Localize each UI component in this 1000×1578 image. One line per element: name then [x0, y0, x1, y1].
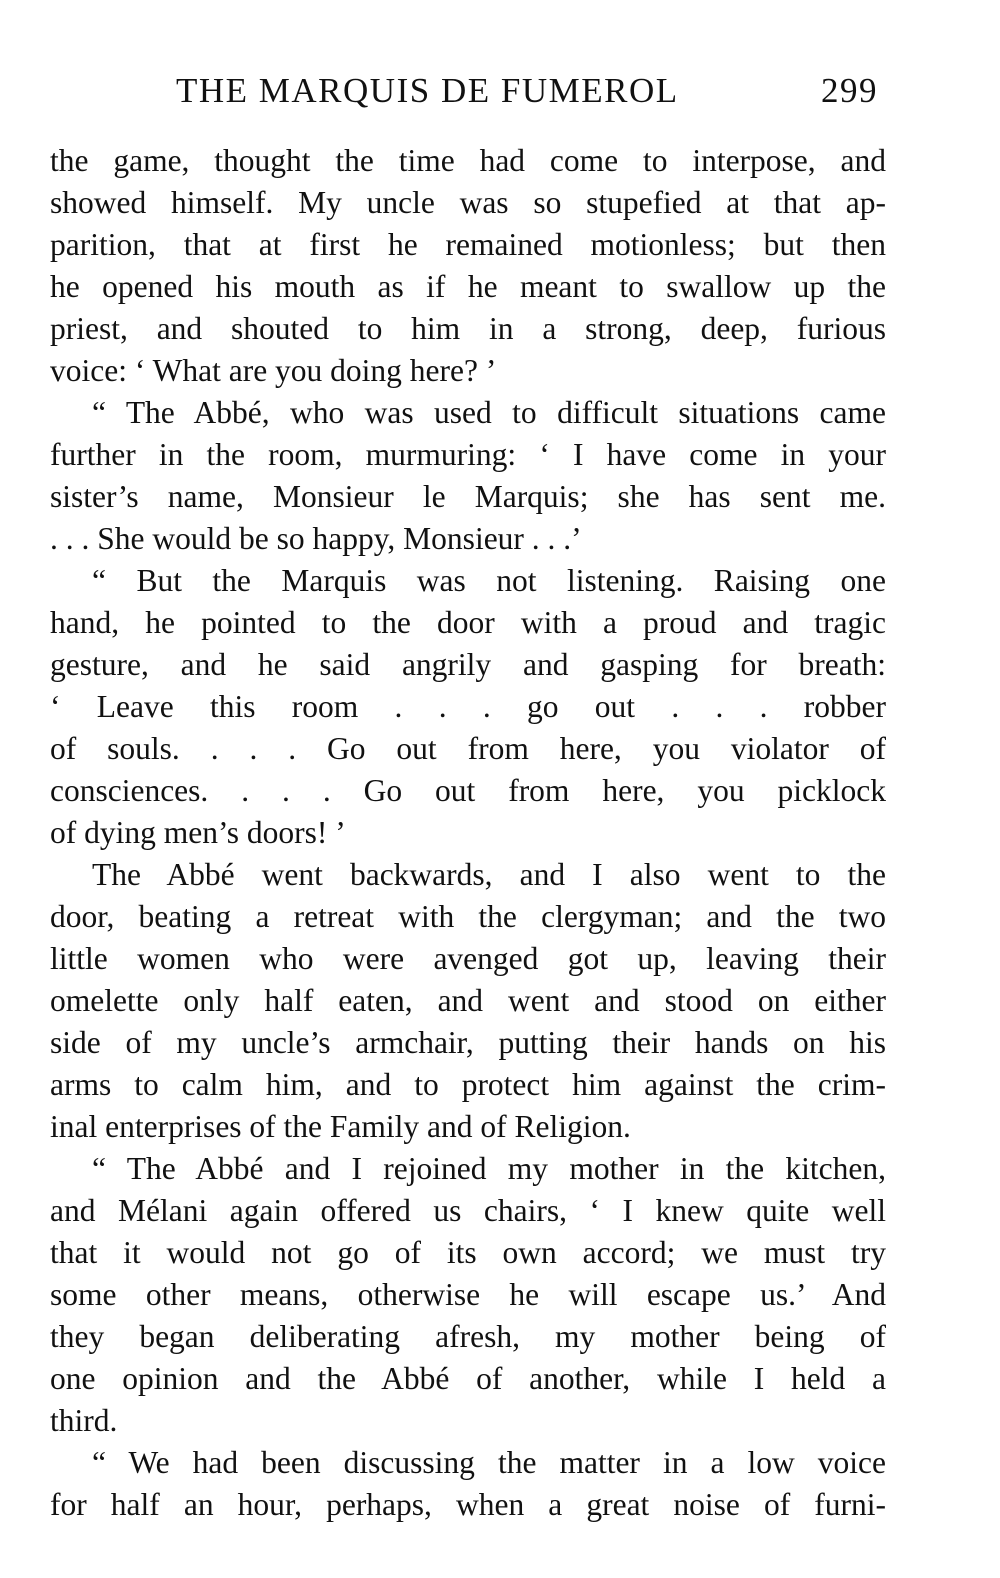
text-line: for half an hour, perhaps, when a great noise of furni- [50, 1487, 886, 1522]
text-line: they began deliberating afresh, my mother being of [50, 1319, 886, 1354]
page-number: 299 [821, 71, 878, 110]
text-line: consciences. . . . Go out from here, you picklock [50, 773, 886, 808]
text-line: that it would not go of its own accord; we must try [50, 1235, 886, 1270]
text-line: sister’s name, Monsieur le Marquis; she has sent me. [50, 479, 886, 514]
text-line: and Mélani again offered us chairs, ‘ I knew quite well [50, 1193, 886, 1228]
text-line: . . . She would be so happy, Monsieur . . .’ [50, 521, 582, 556]
text-line: The Abbé went backwards, and I also went to the [92, 857, 886, 892]
running-header [170, 66, 884, 116]
text-line: parition, that at first he remained motionless; but then [50, 227, 886, 262]
text-line: “ The Abbé and I rejoined my mother in the kitchen, [92, 1151, 886, 1186]
running-title: THE MARQUIS DE FUMEROL [176, 71, 679, 110]
text-line: further in the room, murmuring: ‘ I have come in your [50, 437, 886, 472]
text-line: voice: ‘ What are you doing here? ’ [50, 353, 497, 388]
text-line: of dying men’s doors! ’ [50, 815, 346, 850]
text-line: little women who were avenged got up, leaving their [50, 941, 886, 976]
text-line: he opened his mouth as if he meant to swallow up the [50, 269, 886, 304]
text-line: “ We had been discussing the matter in a low voice [92, 1445, 886, 1480]
text-line: hand, he pointed to the door with a proud and tragic [50, 605, 886, 640]
text-line: showed himself. My uncle was so stupefied at that ap- [50, 185, 886, 220]
text-line: priest, and shouted to him in a strong, deep, furious [50, 311, 886, 346]
text-line: ‘ Leave this room . . . go out . . . robber [50, 689, 886, 724]
text-line: some other means, otherwise he will escape us.’ And [50, 1277, 886, 1312]
text-line: “ But the Marquis was not listening. Raising one [92, 563, 886, 598]
text-line: inal enterprises of the Family and of Religion. [50, 1109, 631, 1144]
text-line: gesture, and he said angrily and gasping for breath: [50, 647, 886, 682]
text-line: side of my uncle’s armchair, putting their hands on his [50, 1025, 886, 1060]
text-line: third. [50, 1403, 118, 1438]
text-line: the game, thought the time had come to interpose, and [50, 143, 886, 178]
text-line: omelette only half eaten, and went and stood on either [50, 983, 886, 1018]
text-line: of souls. . . . Go out from here, you violator of [50, 731, 886, 766]
body-text [50, 140, 886, 1526]
text-line: one opinion and the Abbé of another, while I held a [50, 1361, 886, 1396]
text-line: arms to calm him, and to protect him against the crim- [50, 1067, 886, 1102]
text-line: door, beating a retreat with the clergyman; and the two [50, 899, 886, 934]
text-line: “ The Abbé, who was used to difficult situations came [92, 395, 886, 430]
